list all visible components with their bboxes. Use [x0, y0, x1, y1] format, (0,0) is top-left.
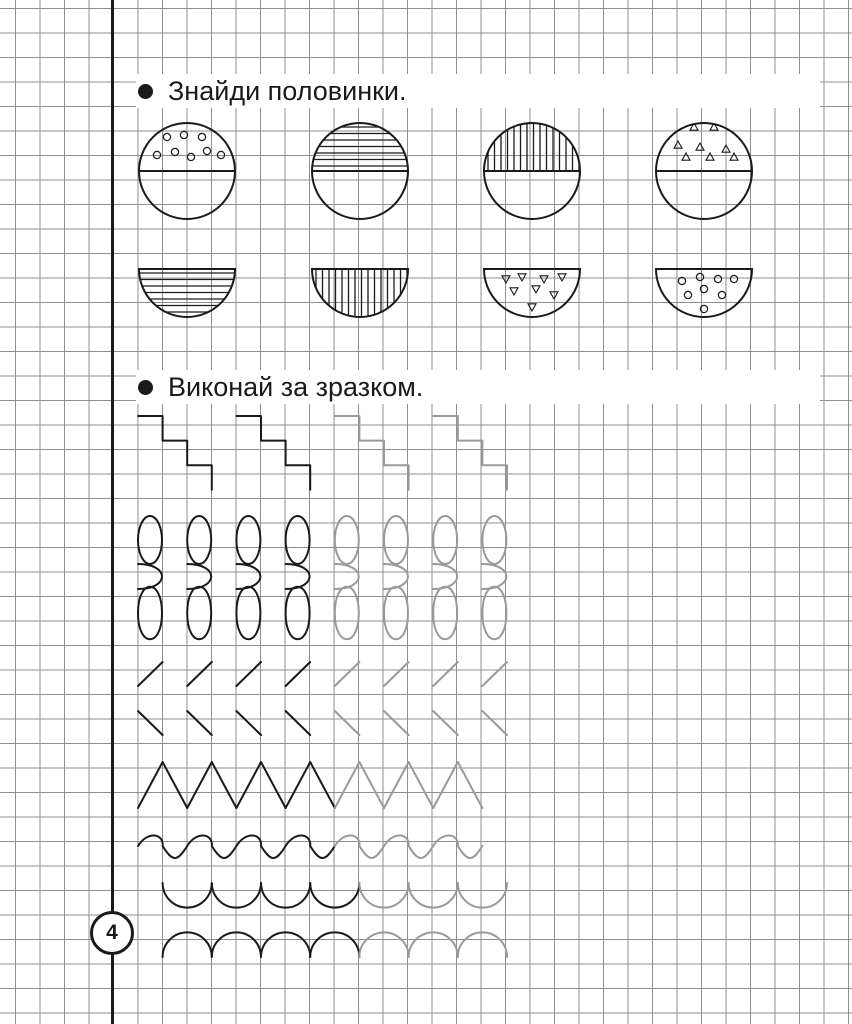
angle-stroke: [236, 662, 261, 686]
small-circle: [696, 273, 703, 280]
small-triangle: [706, 153, 714, 160]
bullet-icon: [138, 380, 153, 395]
vertical-oval: [384, 587, 408, 640]
task1-heading: [136, 74, 820, 108]
vertical-stripes: [488, 123, 579, 171]
dome-arc: [163, 932, 212, 957]
small-circle: [684, 291, 691, 298]
cup-arc: [409, 883, 458, 908]
zigzag-row: [138, 762, 482, 808]
staircase-step: [236, 416, 310, 490]
half-oval: [335, 564, 359, 589]
zigzag-peak: [433, 762, 482, 808]
ovals-row: [138, 516, 506, 639]
dome-arcs-row: [163, 932, 507, 957]
triangles-pattern: [502, 274, 566, 311]
angle-stroke: [286, 711, 311, 735]
half-oval: [433, 564, 457, 589]
small-triangle: [528, 304, 536, 311]
angle-stroke: [482, 662, 507, 686]
small-circle: [714, 275, 721, 282]
small-circle: [180, 131, 187, 138]
small-circle: [187, 153, 194, 160]
cup-arc: [310, 883, 359, 908]
copy-pattern-rows: [138, 416, 507, 957]
dome-arc: [310, 932, 359, 957]
angle-stroke: [286, 662, 311, 686]
half-oval: [187, 564, 211, 589]
small-circle: [718, 291, 725, 298]
vertical-oval: [236, 516, 260, 564]
circles-pattern: [678, 273, 737, 312]
half-circle: [312, 269, 408, 317]
dome-arc: [458, 932, 507, 957]
half-oval: [138, 564, 162, 589]
zigzag-peak: [286, 762, 335, 808]
small-circle: [730, 275, 737, 282]
angle-stroke: [187, 711, 212, 735]
full-circle: [484, 123, 580, 219]
cup-arc: [163, 883, 212, 908]
wave-segment: [384, 835, 433, 858]
bullet-icon: [138, 84, 153, 99]
small-circle: [678, 277, 685, 284]
vertical-oval: [286, 587, 310, 640]
horizontal-stripes: [139, 273, 235, 312]
page-number-badge: [90, 911, 134, 955]
cup-arc: [212, 883, 261, 908]
cup-arcs-row: [163, 883, 507, 908]
cup-arc: [261, 883, 310, 908]
vertical-oval: [384, 516, 408, 564]
small-triangle: [730, 153, 738, 160]
page-number: 4: [106, 921, 118, 944]
staircase-step: [335, 416, 409, 490]
small-circle: [163, 133, 170, 140]
small-triangle: [722, 145, 730, 152]
wave-segment: [433, 835, 482, 858]
task2-title: Виконай за зразком.: [168, 371, 424, 402]
small-circle: [203, 147, 210, 154]
wave-segment: [187, 835, 236, 858]
angle-stroke: [335, 662, 360, 686]
small-triangle: [674, 141, 682, 148]
half-oval: [384, 564, 408, 589]
vertical-oval: [482, 587, 506, 640]
small-circle: [153, 151, 160, 158]
vertical-oval: [138, 516, 162, 564]
horizontal-stripes: [312, 127, 408, 166]
small-triangle: [696, 143, 704, 150]
zigzag-peak: [236, 762, 285, 808]
full-circle: [139, 123, 235, 219]
angle-stroke: [187, 662, 212, 686]
dome-arc: [409, 932, 458, 957]
staircase-step: [138, 416, 212, 490]
vertical-stripes: [316, 269, 407, 317]
small-circle: [700, 285, 707, 292]
full-circle: [656, 123, 752, 219]
angle-strokes-row: [138, 662, 507, 735]
dome-arc: [261, 932, 310, 957]
small-triangle: [540, 276, 548, 283]
angle-stroke: [433, 711, 458, 735]
small-triangle: [558, 274, 566, 281]
wave-segment: [138, 835, 187, 858]
vertical-oval: [236, 587, 260, 640]
small-triangle: [502, 276, 510, 283]
cup-arc: [458, 883, 507, 908]
vertical-oval: [187, 587, 211, 640]
angle-stroke: [384, 711, 409, 735]
angle-stroke: [138, 662, 163, 686]
circles-pattern: [153, 131, 224, 160]
vertical-oval: [187, 516, 211, 564]
zigzag-peak: [138, 762, 187, 808]
wave-row: [138, 835, 482, 858]
half-oval: [482, 564, 506, 589]
angle-stroke: [384, 662, 409, 686]
small-circle: [217, 151, 224, 158]
half-oval: [286, 564, 310, 589]
vertical-oval: [286, 516, 310, 564]
vertical-oval: [335, 587, 359, 640]
angle-stroke: [335, 711, 360, 735]
small-triangle: [510, 288, 518, 295]
vertical-oval: [335, 516, 359, 564]
angle-stroke: [236, 711, 261, 735]
half-oval: [236, 564, 260, 589]
angle-stroke: [433, 662, 458, 686]
cup-arc: [359, 883, 408, 908]
task1-title: Знайди половинки.: [168, 75, 407, 106]
vertical-oval: [433, 587, 457, 640]
small-circle: [198, 133, 205, 140]
small-triangle: [550, 292, 558, 299]
angle-stroke: [482, 711, 507, 735]
small-triangle: [532, 286, 540, 293]
half-circle: [484, 269, 580, 317]
half-circle: [656, 269, 752, 317]
dome-arc: [212, 932, 261, 957]
wave-segment: [236, 835, 285, 858]
zigzag-peak: [384, 762, 433, 808]
staircase-row: [138, 416, 507, 490]
small-triangle: [682, 153, 690, 160]
zigzag-peak: [335, 762, 384, 808]
halves-matching-shapes: [139, 123, 752, 317]
wave-segment: [286, 835, 335, 858]
small-triangle: [518, 274, 526, 281]
staircase-step: [433, 416, 507, 490]
angle-stroke: [138, 711, 163, 735]
vertical-oval: [433, 516, 457, 564]
wave-segment: [335, 835, 384, 858]
half-circle: [139, 269, 235, 317]
full-circle: [312, 123, 408, 219]
zigzag-peak: [187, 762, 236, 808]
half-circle-outline: [484, 269, 580, 317]
small-circle: [700, 305, 707, 312]
task2-heading: [136, 370, 820, 404]
dome-arc: [359, 932, 408, 957]
vertical-oval: [138, 587, 162, 640]
vertical-oval: [482, 516, 506, 564]
small-circle: [171, 148, 178, 155]
